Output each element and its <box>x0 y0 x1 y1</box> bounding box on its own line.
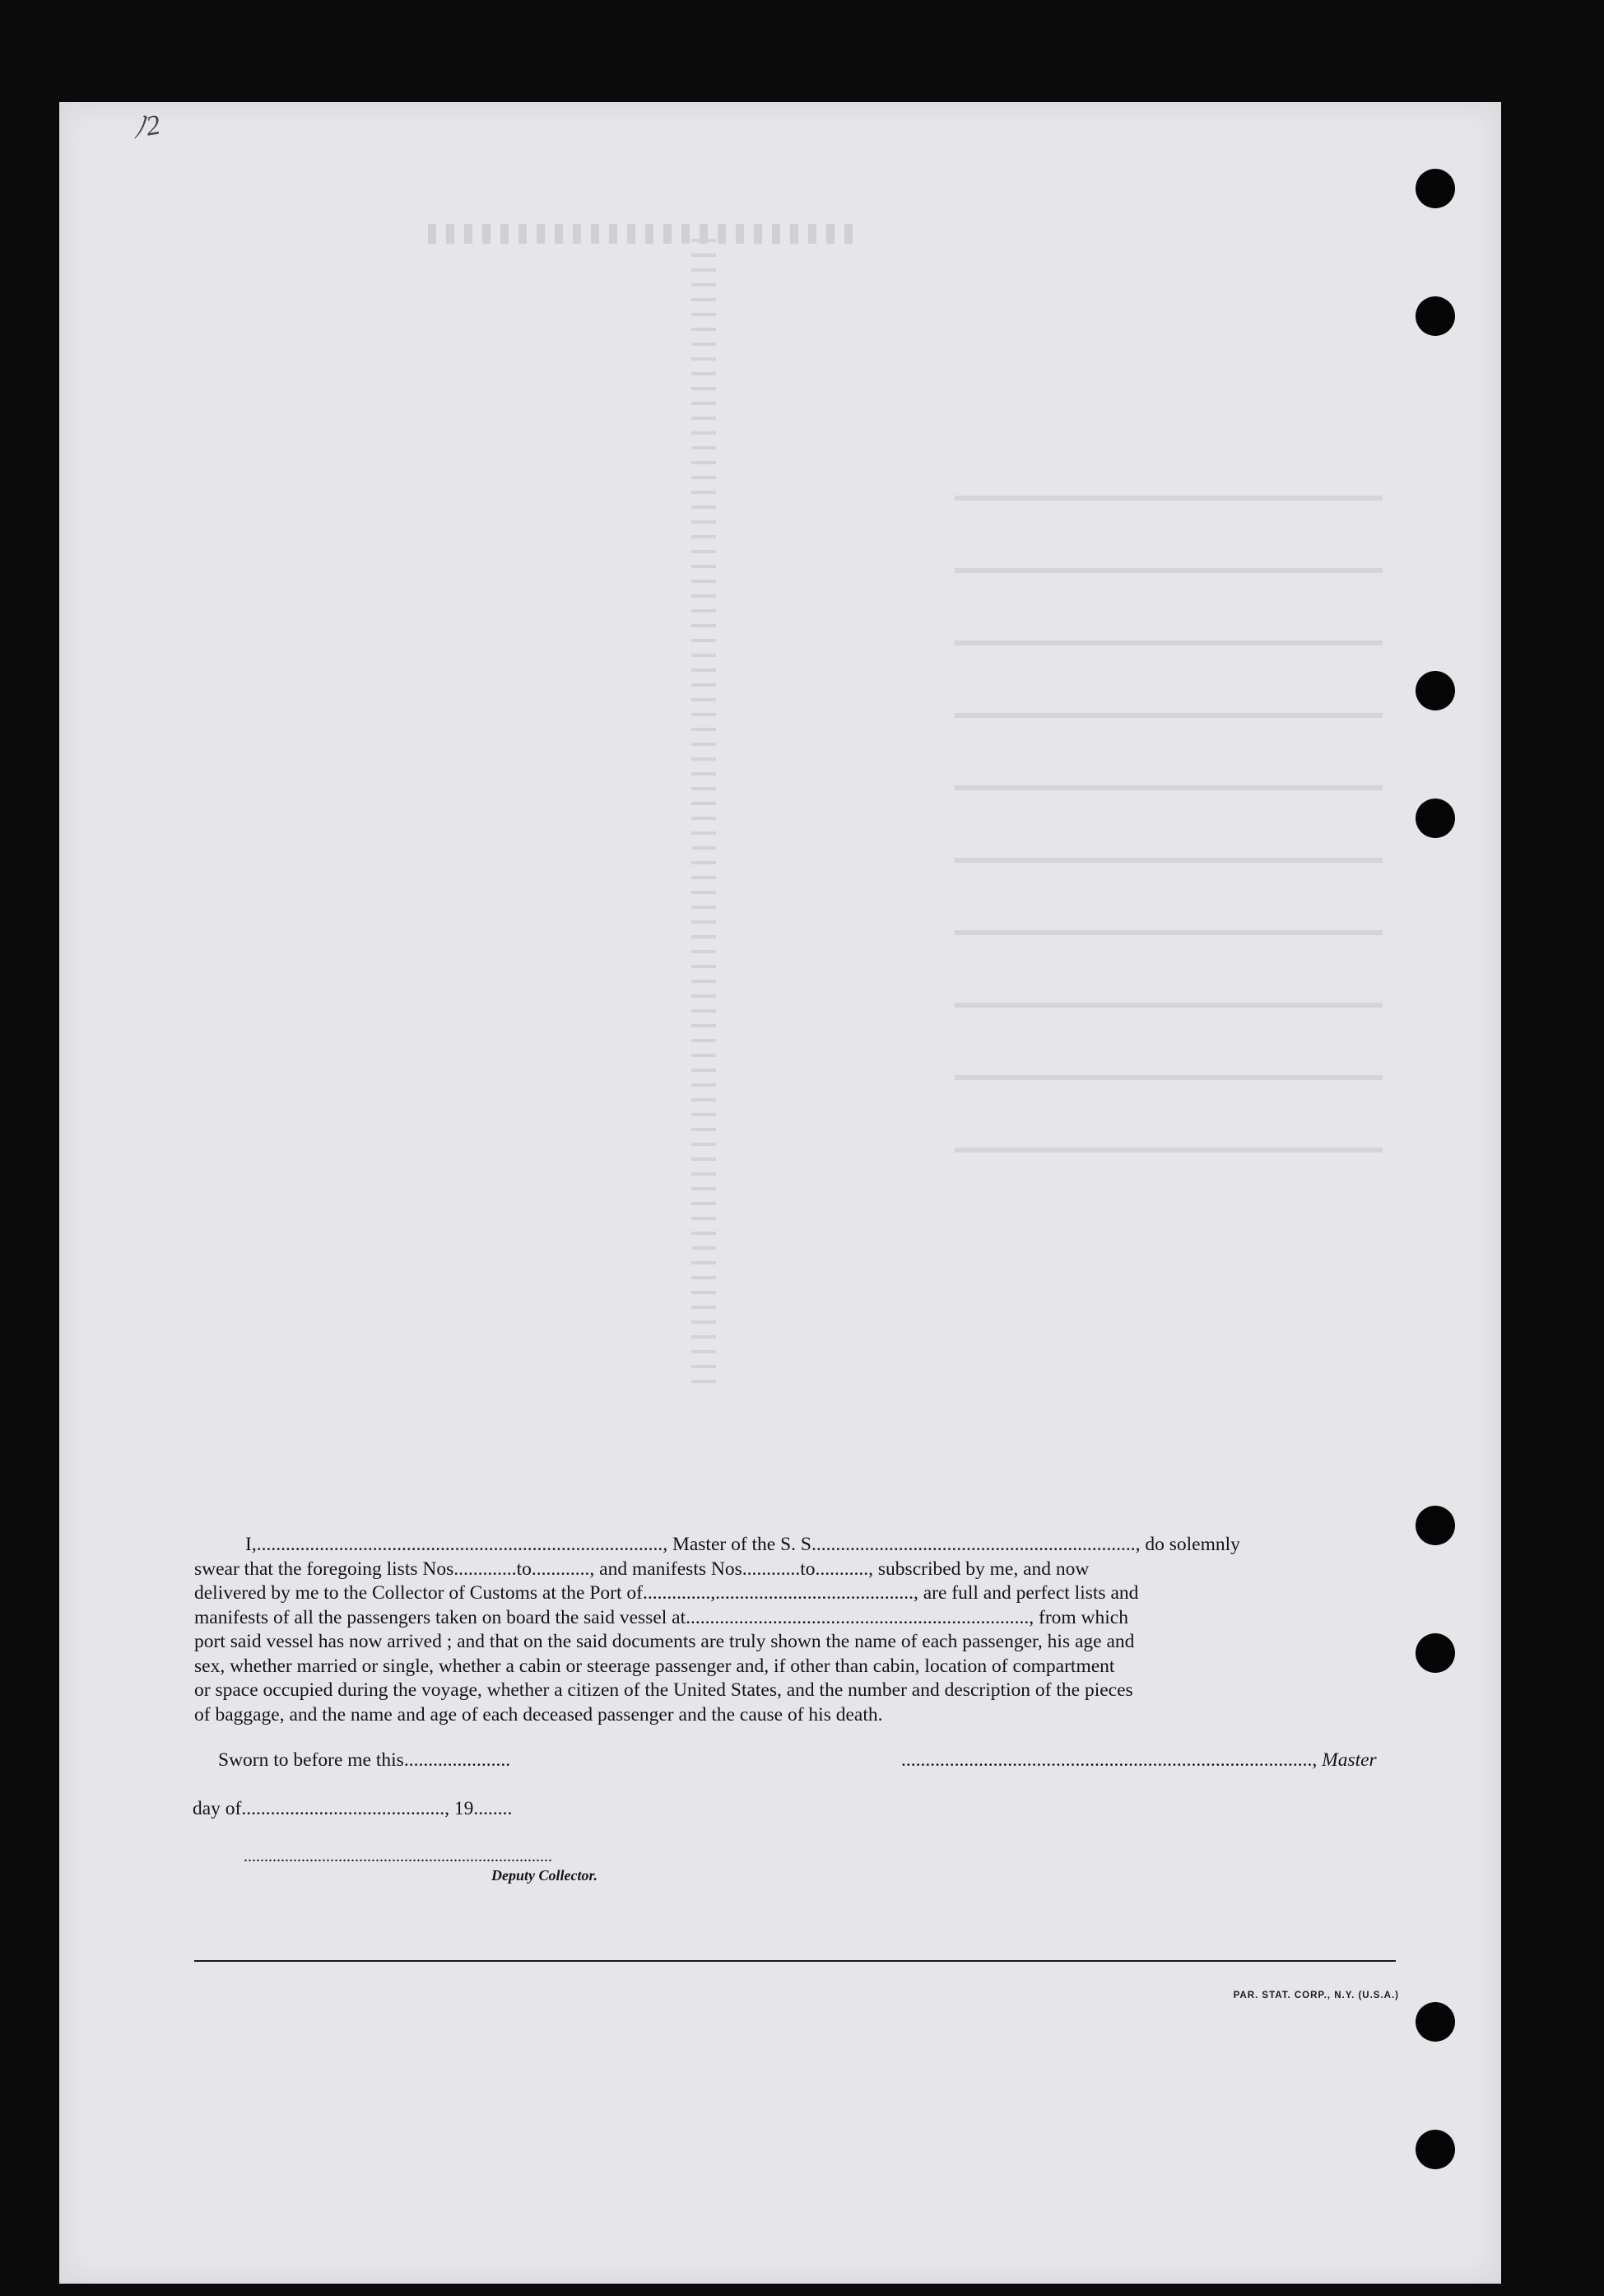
oath-line: manifests of all the passengers taken on board the said vessel at......................................................................., from which <box>194 1606 1128 1628</box>
deputy-collector-label: Deputy Collector. <box>491 1867 597 1884</box>
master-signature-line <box>901 1749 1377 1772</box>
deputy-signature-dots: ........................................................................... <box>244 1847 552 1865</box>
oath-line: port said vessel has now arrived ; and that on the said documents are truly shown the name of each passenger, his age and <box>194 1631 1135 1652</box>
hole-punch <box>1416 671 1455 710</box>
hole-punch <box>1416 1506 1455 1545</box>
oath-line: I,...................................................................................., Master of the S. S..................................................................., do solemnly <box>245 1534 1240 1555</box>
day-line: day of.........................................., 19........ <box>193 1798 513 1819</box>
hole-punch <box>1416 169 1455 208</box>
horizontal-rule <box>194 1960 1396 1962</box>
oath-line: or space occupied during the voyage, whether a citizen of the United States, and the number and description of the pieces <box>194 1679 1133 1701</box>
printer-imprint: PAR. STAT. CORP., N.Y. (U.S.A.) <box>1233 1991 1399 2000</box>
oath-line: of baggage, and the name and age of each deceased passenger and the cause of his death. <box>194 1703 883 1725</box>
oath-line: delivered by me to the Collector of Customs at the Port of..............,........................................., are full and perfect lists and <box>194 1582 1139 1604</box>
hole-punch <box>1416 1633 1455 1673</box>
deputy-collector-signature <box>244 1847 597 1884</box>
hole-punch <box>1416 2130 1455 2169</box>
bleed-through-mark <box>955 428 1383 1185</box>
corner-mark: ﾉ2 <box>129 109 163 145</box>
oath-line: swear that the foregoing lists Nos.............to............, and manifests Nos............to..........., subscribed by me, and now <box>194 1558 1090 1580</box>
hole-punch <box>1416 799 1455 838</box>
oath-paragraph <box>194 1533 1396 1727</box>
hole-punch <box>1416 296 1455 336</box>
bleed-through-mark <box>691 239 716 1391</box>
master-signature-dots: ....................................................................................., <box>901 1749 1318 1771</box>
bleed-through-mark <box>428 224 856 244</box>
oath-line: sex, whether married or single, whether a cabin or steerage passenger and, if other than cabin, location of compartment <box>194 1655 1115 1677</box>
sworn-line: Sworn to before me this...................... <box>218 1749 511 1771</box>
hole-punch <box>1416 2002 1455 2042</box>
master-label: Master <box>1322 1749 1377 1771</box>
